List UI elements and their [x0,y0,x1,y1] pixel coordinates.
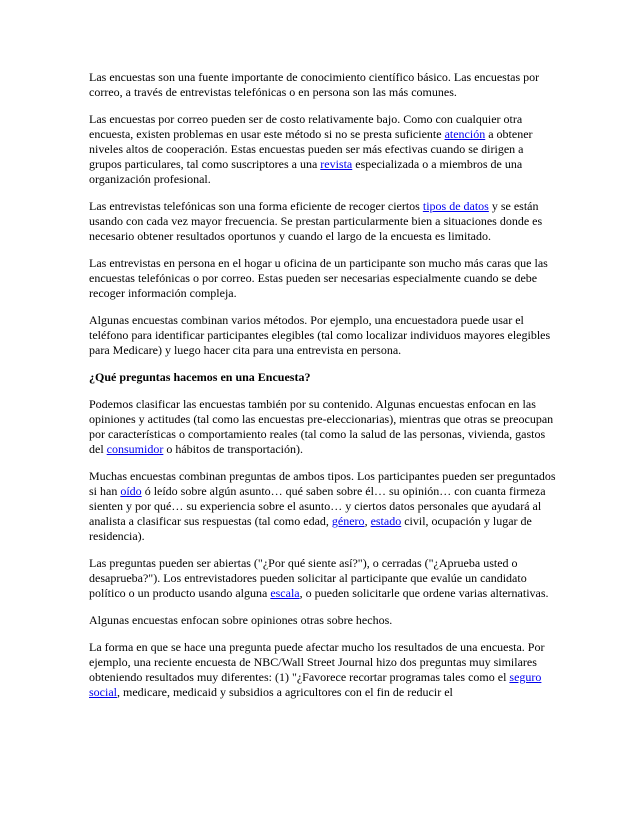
inline-link[interactable]: escala [270,586,300,600]
paragraph-text: Las entrevistas telefónicas son una forma eficiente de recoger ciertos [89,199,423,213]
body-paragraph [89,469,557,544]
paragraph-text: civil, ocupación y lugar de residencia). [89,514,532,543]
paragraph-text: ¿Qué preguntas hacemos en una Encuesta? [89,370,311,384]
paragraph-text: ó leído sobre algún asunto… qué saben sobre él… su opinión… con cuanta firmeza sienten y por qué… su experiencia sobre el asunto… y ciertos datos personales que ayudará al analista a clasificar sus respuestas (tal como edad, [89,484,546,528]
inline-link[interactable]: oído [120,484,142,498]
paragraph-text: Las entrevistas en persona en el hogar u oficina de un participante son mucho más caras que las encuestas telefónicas o por correo. Estas pueden ser necesarias especialmente cuando se debe recoger información compleja. [89,256,548,300]
paragraph-text: , o pueden solicitarle que ordene varias alternativas. [299,586,549,600]
paragraph-text: Algunas encuestas enfocan sobre opiniones otras sobre hechos. [89,613,393,627]
paragraph-text: , [364,514,371,528]
inline-link[interactable]: seguro social [89,670,542,699]
paragraph-text: La forma en que se hace una pregunta puede afectar mucho los resultados de una encuesta. Por ejemplo, una reciente encuesta de NBC/Wall Street Journal hizo dos preguntas muy similares obteniendo resultados muy diferentes: (1) "¿Favorece recortar programas tales como el [89,640,545,684]
paragraph-text: a obtener niveles altos de cooperación. Estas encuestas pueden ser más efectivas cuando se dirigen a grupos particulares, tal como suscriptores a una [89,127,533,171]
paragraph-text: Las preguntas pueden ser abiertas ("¿Por qué siente así?"), o cerradas ("¿Aprueba usted o desaprueba?"). Los entrevistadores pueden solicitar al participante que evalúe un candidato político o un producto usando alguna [89,556,527,600]
body-paragraph [89,112,557,187]
paragraph-text: Muchas encuestas combinan preguntas de ambos tipos. Los participantes pueden ser preguntados si han [89,469,556,498]
paragraph-text: Las encuestas por correo pueden ser de costo relativamente bajo. Como con cualquier otra encuesta, existen problemas en usar este método si no se presta suficiente [89,112,523,141]
section-heading [89,370,557,385]
body-paragraph [89,313,557,358]
paragraph-text: especializada o a miembros de una organización profesional. [89,157,523,186]
paragraph-text: o hábitos de transportación). [163,442,303,456]
body-paragraph [89,70,557,100]
body-paragraph [89,556,557,601]
document-page [89,70,557,712]
paragraph-text: Las encuestas son una fuente importante de conocimiento científico básico. Las encuestas por correo, a través de entrevistas telefónicas o en persona son las más comunes. [89,70,540,99]
inline-link[interactable]: género [331,514,365,528]
paragraph-text: y se están usando con cada vez mayor frecuencia. Se prestan particularmente bien a situaciones donde es necesario obtener resultados oportunos y cuando el largo de la encuesta es limitado. [89,199,543,243]
inline-link[interactable]: atención [444,127,486,141]
paragraph-text: Algunas encuestas combinan varios métodos. Por ejemplo, una encuestadora puede usar el teléfono para identificar participantes elegibles (tal como localizar individuos mayores elegibles para Medicare) y luego hacer cita para una entrevista en persona. [89,313,551,357]
inline-link[interactable]: consumidor [106,442,164,456]
body-paragraph [89,397,557,457]
body-paragraph [89,199,557,244]
paragraph-text: , medicare, medicaid y subsidios a agricultores con el fin de reducir el [117,685,453,699]
body-paragraph [89,256,557,301]
body-paragraph [89,640,557,700]
paragraph-text: Podemos clasificar las encuestas también por su contenido. Algunas encuestas enfocan en las opiniones y actitudes (tal como las encuestas pre-eleccionarias), mientras que otras se preocupan por características o comportamiento reales (tal como la salud de las personas, vivienda, gastos del [89,397,554,456]
inline-link[interactable]: tipos de datos [422,199,489,213]
inline-link[interactable]: estado [370,514,402,528]
body-paragraph [89,613,557,628]
inline-link[interactable]: revista [320,157,353,171]
